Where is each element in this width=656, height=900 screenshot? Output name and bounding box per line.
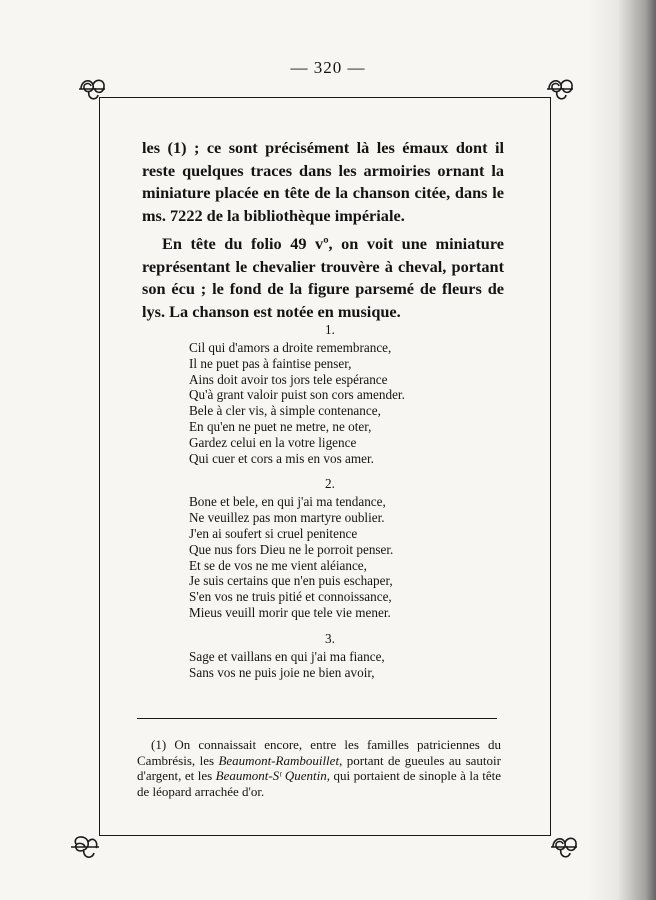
page-number: — 320 — <box>290 58 366 77</box>
stanza-number: 1. <box>325 322 335 337</box>
stanza <box>189 494 656 620</box>
footnote-text: , portant de gueules au sautoir d'argent, et les <box>137 752 501 783</box>
verse-line: Sans vos ne puis joie ne bien avoir, <box>189 664 375 680</box>
corner-flourish-icon <box>543 74 577 104</box>
verse-line: J'en ai soufert si cruel penitence <box>189 525 358 541</box>
prose-paragraph: En tête du folio 49 vº, on voit une miniature représentant le chevalier trouvère à cheval, portant son écu ; le fond de la figure parsemé de fleurs de lys. La chanson est notée en musique. <box>142 234 504 321</box>
footnote-family-name: Beaumont-Sᵗ Quentin <box>215 768 327 783</box>
verse-line: Que nus fors Dieu ne le porroit penser. <box>189 541 394 557</box>
verse-line: En qu'en ne puet ne metre, ne oter, <box>189 418 372 434</box>
verse-line: Gardez celui en la votre ligence <box>189 434 357 450</box>
verse-line: S'en vos ne truis pitié et connoissance, <box>189 589 392 605</box>
verse-line: Mieus veuill morir que tele vie mener. <box>189 604 391 620</box>
verse-line: Qui cuer et cors a mis en vos amer. <box>189 450 374 466</box>
verse-line: Ains doit avoir tos jors tele espérance <box>189 371 388 387</box>
footnote-marker: (1) <box>151 737 167 752</box>
stanza-number: 2. <box>325 476 335 492</box>
verse-line: Il ne puet pas à faintise penser, <box>189 355 352 371</box>
corner-flourish-icon <box>75 74 109 104</box>
corner-flourish-icon <box>68 832 102 862</box>
stanza <box>189 649 656 681</box>
stanza <box>189 340 656 466</box>
footnote <box>137 737 501 799</box>
verse-line: Bone et bele, en qui j'ai ma tendance, <box>189 494 386 510</box>
prose-paragraph: les (1) ; ce sont précisément là les émaux dont il reste quelques traces dans les armoiries ornant la miniature placée en tête de la chanson citée, dans le ms. 7222 de la bibliothèque impériale. <box>142 138 504 225</box>
footnote-separator <box>137 718 497 719</box>
prose-text <box>142 137 504 323</box>
verse-line: Je suis certains que n'en puis eschaper, <box>189 573 393 589</box>
verse-line: Cil qui d'amors a droite remembrance, <box>189 340 392 355</box>
verse-line: Ne veuillez pas mon martyre oublier. <box>189 510 385 526</box>
footnote-text: , qui portaient de sinople à la tête de léopard arrachée d'or. <box>137 768 501 799</box>
footnote-text: On connaissait encore, entre les familles patriciennes du Cambrésis, les <box>137 737 501 768</box>
verse-line: Sage et vaillans en qui j'ai ma fiance, <box>189 648 385 664</box>
stanza-number: 3. <box>325 630 335 646</box>
verse-line: Et se de vos ne me vient aléiance, <box>189 557 367 573</box>
poem <box>0 320 656 688</box>
corner-flourish-icon <box>547 832 581 862</box>
verse-line: Qu'à grant valoir puist son cors amender. <box>189 387 405 403</box>
footnote-family-name: Beaumont-Rambouillet <box>218 752 340 768</box>
verse-line: Bele à cler vis, à simple contenance, <box>189 403 381 419</box>
